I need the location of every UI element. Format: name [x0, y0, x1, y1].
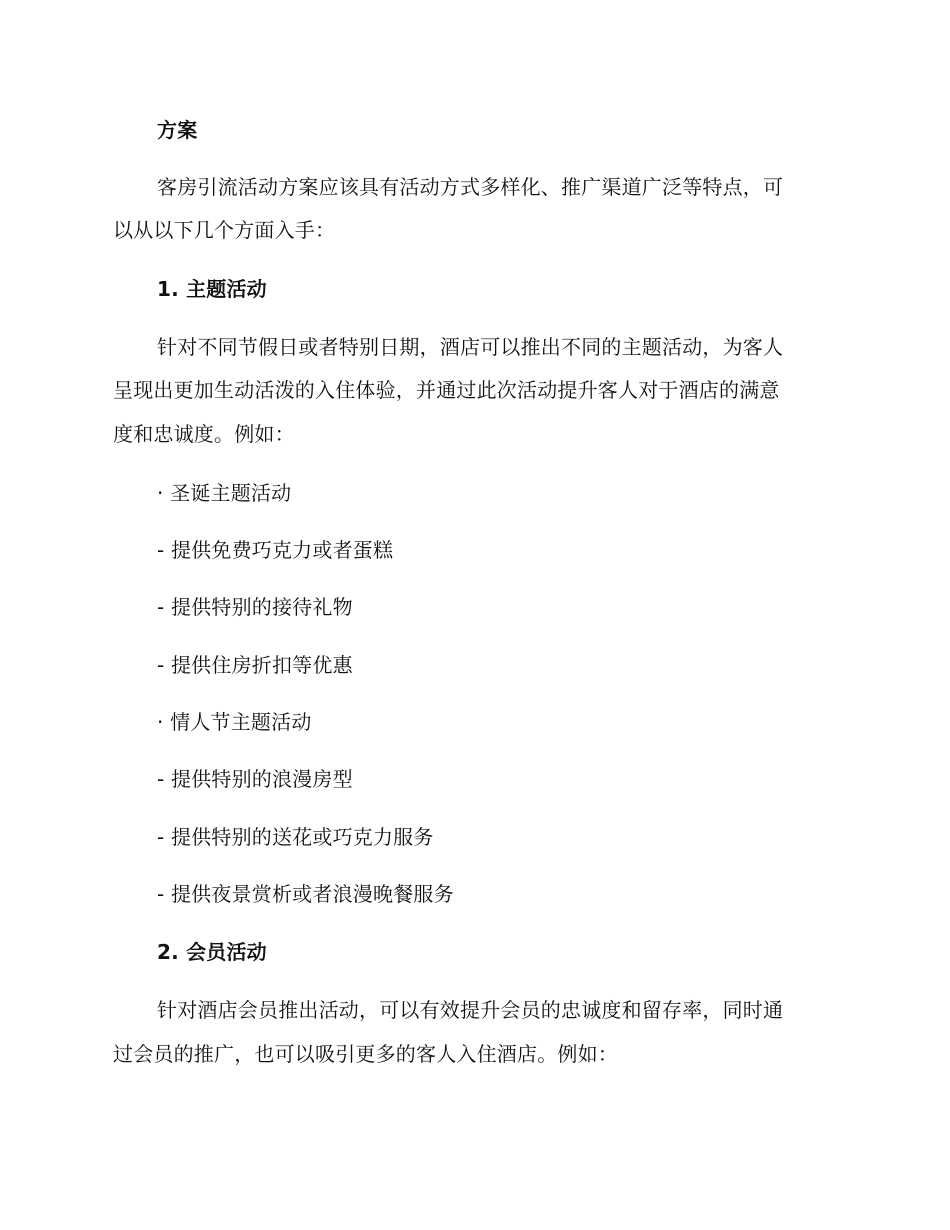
section-2-para-line-2: 过会员的推广，也可以吸引更多的客人入住酒店。例如： — [113, 1042, 618, 1066]
heading-scheme: 方案 — [157, 118, 198, 142]
list-item: · 圣诞主题活动 — [157, 481, 292, 505]
section-2-para-line-1: 针对酒店会员推出活动，可以有效提升会员的忠诚度和留存率，同时通 — [157, 998, 784, 1022]
section-1-para-line-3: 度和忠诚度。例如： — [113, 422, 295, 446]
intro-line-1: 客房引流活动方案应该具有活动方式多样化、推广渠道广泛等特点，可 — [157, 175, 784, 199]
list-item: - 提供特别的浪漫房型 — [157, 767, 353, 791]
section-1-title: 1. 主题活动 — [157, 277, 267, 301]
list-item: · 情人节主题活动 — [157, 710, 312, 734]
list-item: - 提供夜景赏析或者浪漫晚餐服务 — [157, 882, 454, 906]
section-2-title: 2. 会员活动 — [157, 940, 267, 964]
list-item: - 提供特别的送花或巧克力服务 — [157, 825, 434, 849]
list-item: - 提供免费巧克力或者蛋糕 — [157, 538, 394, 562]
section-1-para-line-1: 针对不同节假日或者特别日期，酒店可以推出不同的主题活动，为客人 — [157, 335, 784, 359]
list-item: - 提供住房折扣等优惠 — [157, 653, 353, 677]
intro-line-2: 以从以下几个方面入手： — [113, 218, 336, 242]
section-1-para-line-2: 呈现出更加生动活泼的入住体验，并通过此次活动提升客人对于酒店的满意 — [113, 378, 780, 402]
list-item: - 提供特别的接待礼物 — [157, 595, 353, 619]
